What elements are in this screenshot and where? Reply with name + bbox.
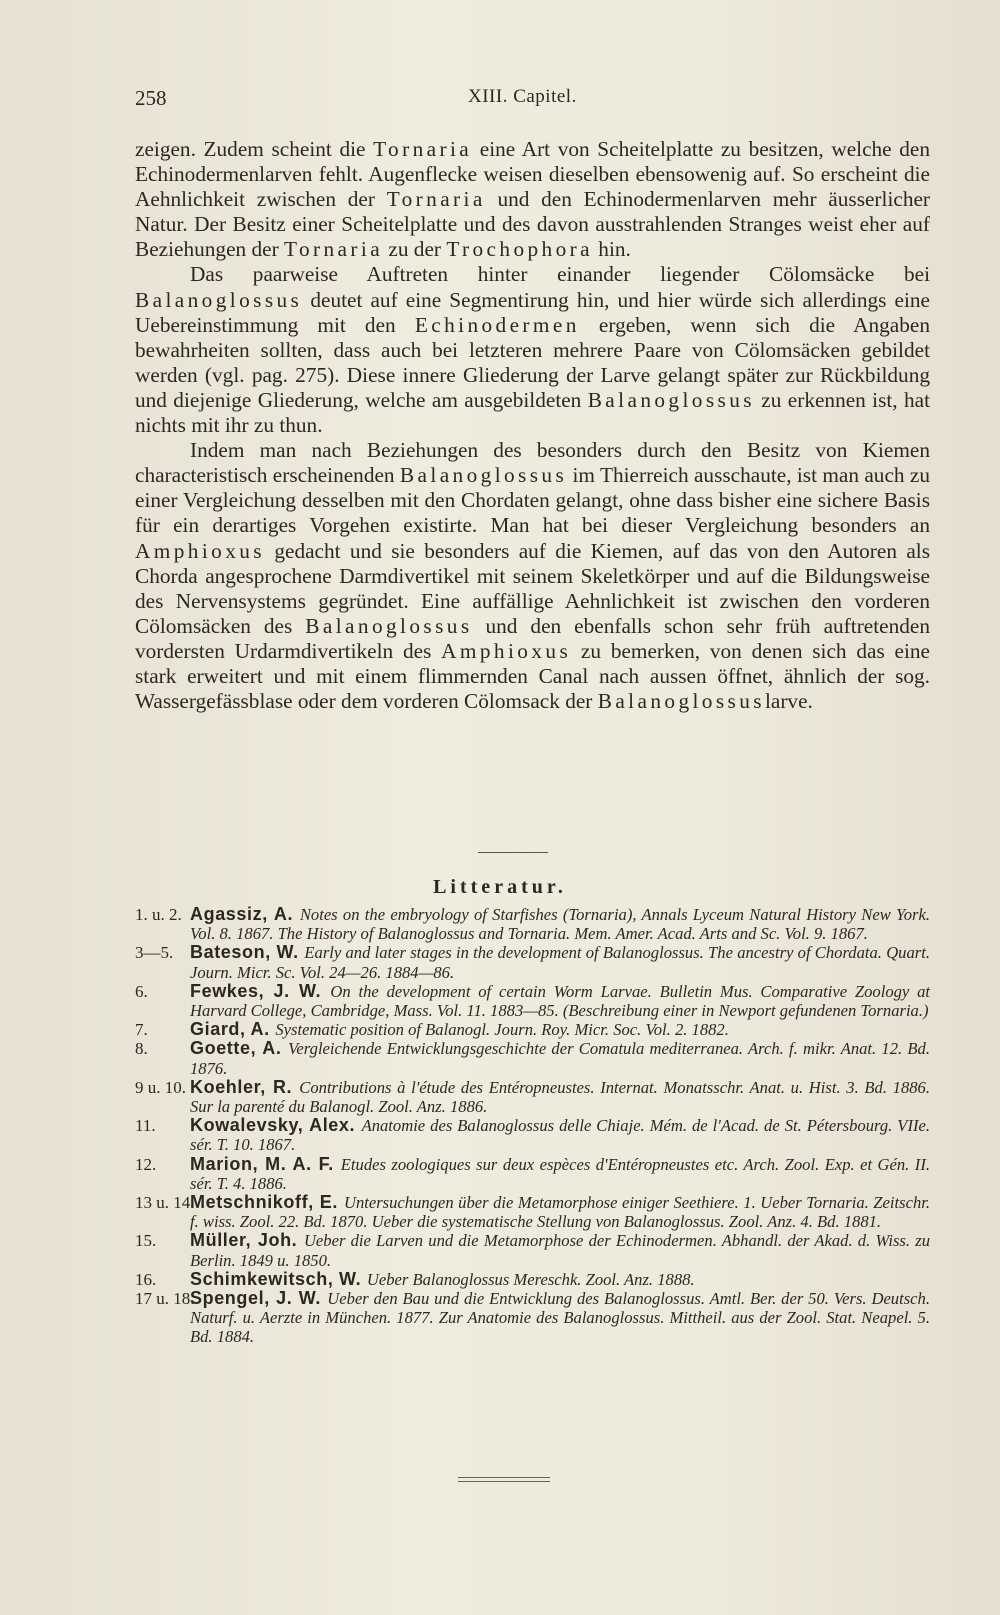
spaced-name: Echinodermen bbox=[414, 312, 580, 337]
reference-author: Metschnikoff, E. bbox=[190, 1192, 344, 1213]
spaced-name: Balanoglossus bbox=[305, 613, 473, 638]
spaced-name: Trochophora bbox=[446, 237, 593, 262]
reference-entry bbox=[135, 1155, 930, 1193]
reference-entry bbox=[135, 1193, 930, 1231]
reference-author: Bateson, W. bbox=[190, 942, 305, 963]
reference-title: Early and later stages in the development of Balanoglossus. The ancestry of Chordata. Quart. Journ. Micr. Sc. Vol. 24—26. 1884—86. bbox=[190, 943, 930, 982]
spaced-name: Balanoglossus bbox=[135, 287, 303, 312]
reference-number: 7. bbox=[135, 1020, 148, 1040]
text-run: im Thierreich ausschaute, ist man auch zu einer Vergleichung desselben mit den Chordaten gelangt, ohne dass bisher eine sichere Basis für ein derartiges Vorgehen existirte. Man hat bei dieser Vergleichung besonders an bbox=[135, 463, 930, 538]
reference-entry bbox=[135, 1231, 930, 1269]
text-run: gedacht und sie besonders auf die Kiemen, auf das von den Autoren als Chorda angesprochene Darmdivertikel mit seinem Skeletkörper und auf die Bildungsweise des Nervensystems gegründet. Eine auffällige Aehnlichkeit ist zwischen den vorderen Cölomsäcken des bbox=[135, 538, 930, 638]
reference-number: 8. bbox=[135, 1039, 148, 1059]
reference-number: 16. bbox=[135, 1269, 157, 1289]
text-run: zu erkennen ist, hat nichts mit ihr zu thun. bbox=[135, 387, 930, 438]
reference-author: Müller, Joh. bbox=[190, 1230, 304, 1251]
text-run: hin. bbox=[592, 237, 631, 262]
reference-author: Koehler, R. bbox=[190, 1076, 300, 1097]
reference-number: 3—5. bbox=[135, 943, 174, 963]
reference-list bbox=[135, 905, 930, 1347]
reference-title: Systematic position of Balanogl. Journ. Roy. Micr. Soc. Vol. 2. 1882. bbox=[275, 1020, 729, 1040]
reference-author: Fewkes, J. W. bbox=[190, 980, 331, 1001]
text-run: larve. bbox=[764, 689, 813, 714]
section-divider bbox=[478, 852, 548, 853]
reference-author: Marion, M. A. F. bbox=[190, 1153, 341, 1174]
text-run: zu der bbox=[383, 237, 447, 262]
spaced-name: Tornaria bbox=[386, 187, 486, 212]
reference-entry bbox=[135, 1078, 930, 1116]
text-run: zu bemerken, von denen sich das eine stark erweitert und mit einem flimmernden Canal nach aussen öffnet, ähnlich der sog. Wassergefässblase oder dem vorderen Cölomsack der bbox=[135, 638, 930, 714]
paragraph bbox=[135, 438, 930, 714]
reference-author: Goette, A. bbox=[190, 1038, 289, 1059]
text-run: Das paarweise Auftreten hinter einander liegender Cölomsäcke bei bbox=[190, 262, 930, 287]
reference-title: Anatomie des Balanoglossus delle Chiaje. Mém. de l'Acad. de St. Pétersbourg. VIIe. sér. T. 10. 1867. bbox=[190, 1116, 931, 1155]
reference-number: 17 u. 18. bbox=[135, 1289, 195, 1309]
page-header bbox=[135, 86, 920, 116]
text-run: und den ebenfalls schon sehr früh auftretenden vordersten Urdarmdivertikeln des bbox=[135, 613, 931, 663]
spaced-name: Balanoglossus bbox=[399, 463, 568, 488]
reference-title: Ueber die Larven und die Metamorphose der Echinodermen. Abhandl. der Akad. d. Wiss. zu Berlin. 1849 u. 1850. bbox=[190, 1231, 930, 1270]
paragraph bbox=[135, 137, 930, 262]
reference-author: Agassiz, A. bbox=[190, 904, 300, 924]
reference-entry bbox=[135, 943, 930, 981]
reference-number: 11. bbox=[135, 1116, 156, 1136]
reference-title: Vergleichende Entwicklungsgeschichte der Comatula mediterranea. Arch. f. mikr. Anat. 12. Bd. 1876. bbox=[190, 1039, 930, 1078]
reference-title: Notes on the embryology of Starfishes (Tornaria), Annals Lyceum Natural History New York. Vol. 8. 1867. The History of Balanoglossus and Tornaria. Mem. Amer. Acad. Arts and Sc. Vol. 9. 1867. bbox=[190, 905, 931, 944]
page-number: 258 bbox=[135, 86, 167, 110]
spaced-name: Tornaria bbox=[373, 137, 473, 161]
literature-heading: Litteratur. bbox=[433, 876, 567, 898]
reference-title: Contributions à l'étude des Entéropneustes. Internat. Monatsschr. Anat. u. Hist. 3. Bd. 1886. Sur la parenté du Balanogl. Zool. Anz. 1886. bbox=[190, 1077, 930, 1117]
spaced-name: Balanoglossus bbox=[597, 689, 765, 714]
reference-author: Spengel, J. W. bbox=[190, 1288, 328, 1309]
reference-author: Schimkewitsch, W. bbox=[190, 1268, 367, 1289]
spaced-name: Tornaria bbox=[284, 237, 384, 262]
reference-number: 1. u. 2. bbox=[135, 905, 182, 924]
reference-entry bbox=[135, 1039, 930, 1077]
paragraph bbox=[135, 262, 930, 438]
reference-author: Kowalevsky, Alex. bbox=[190, 1115, 362, 1136]
reference-title: Ueber den Bau und die Entwicklung des Balanoglossus. Amtl. Ber. der 50. Vers. Deutsch. Naturf. u. Aerzte in München. 1877. Zur Anatomie des Balanoglossus. Mittheil. aus der Zool. Stat. Neapel. 5. Bd. 1884. bbox=[190, 1289, 930, 1347]
reference-number: 15. bbox=[135, 1231, 157, 1251]
reference-title: On the development of certain Worm Larvae. Bulletin Mus. Comparative Zoology at Harvard College, Cambridge, Mass. Vol. 11. 1883—85. (Beschreibung einer in Newport gefundenen Tornaria.) bbox=[190, 981, 930, 1021]
reference-entry bbox=[135, 1116, 930, 1154]
text-run: zeigen. Zudem scheint die bbox=[135, 137, 374, 161]
end-ornament-rule bbox=[458, 1477, 550, 1482]
reference-title: Untersuchungen über die Metamorphose einiger Seethiere. 1. Ueber Tornaria. Zeitschr. f. wiss. Zool. 22. Bd. 1870. Ueber die systematische Stellung von Balanoglossus. Zool. Anz. 4. Bd. 1881. bbox=[190, 1193, 931, 1232]
reference-number: 13 u. 14. bbox=[135, 1193, 195, 1213]
text-run: und den Echinodermenlarven mehr äusserlicher Natur. Der Besitz einer Scheitelplatte und des davon ausstrahlenden Stranges weist eher auf Beziehungen der bbox=[135, 187, 931, 262]
spaced-name: Balanoglossus bbox=[587, 387, 755, 412]
spaced-name: Amphioxus bbox=[135, 538, 265, 563]
reference-entry bbox=[135, 1020, 930, 1039]
text-run: deutet auf eine Segmentirung hin, und hier würde sich allerdings eine Uebereinstimmung mit den bbox=[135, 287, 930, 337]
reference-title: Etudes zoologiques sur deux espèces d'Entéropneustes etc. Arch. Zool. Exp. et Gén. II. sér. T. 4. 1886. bbox=[190, 1154, 930, 1193]
body-text bbox=[135, 137, 930, 714]
text-run: ergeben, wenn sich die Angaben bewahrheiten sollten, dass auch bei letzteren mehrere Paare von Cölomsäcken gebildet werden (vgl. pag. 275). Diese innere Gliederung der Larve gelangt später zur Rückbildung und diejenige Gliederung, welche am ausgebildeten bbox=[135, 312, 930, 412]
reference-entry bbox=[135, 1270, 930, 1289]
reference-entry bbox=[135, 905, 930, 943]
reference-title: Ueber Balanoglossus Mereschk. Zool. Anz. 1888. bbox=[366, 1269, 695, 1289]
running-title: XIII. Capitel. bbox=[468, 86, 577, 107]
text-run: eine Art von Scheitelplatte zu besitzen, welche den Echinodermenlarven fehlt. Augenflecke weisen dieselben ebensowenig auf. So erscheint die Aehnlichkeit zwischen der bbox=[135, 137, 931, 212]
spaced-name: Amphioxus bbox=[441, 638, 572, 663]
reference-number: 12. bbox=[135, 1154, 157, 1174]
reference-author: Giard, A. bbox=[190, 1019, 276, 1040]
reference-entry bbox=[135, 982, 930, 1020]
reference-number: 9 u. 10. bbox=[135, 1077, 186, 1097]
text-run: Indem man nach Beziehungen des besonders durch den Besitz von Kiemen characteristisch erscheinenden bbox=[135, 438, 930, 488]
reference-number: 6. bbox=[135, 981, 148, 1001]
reference-entry bbox=[135, 1289, 930, 1347]
